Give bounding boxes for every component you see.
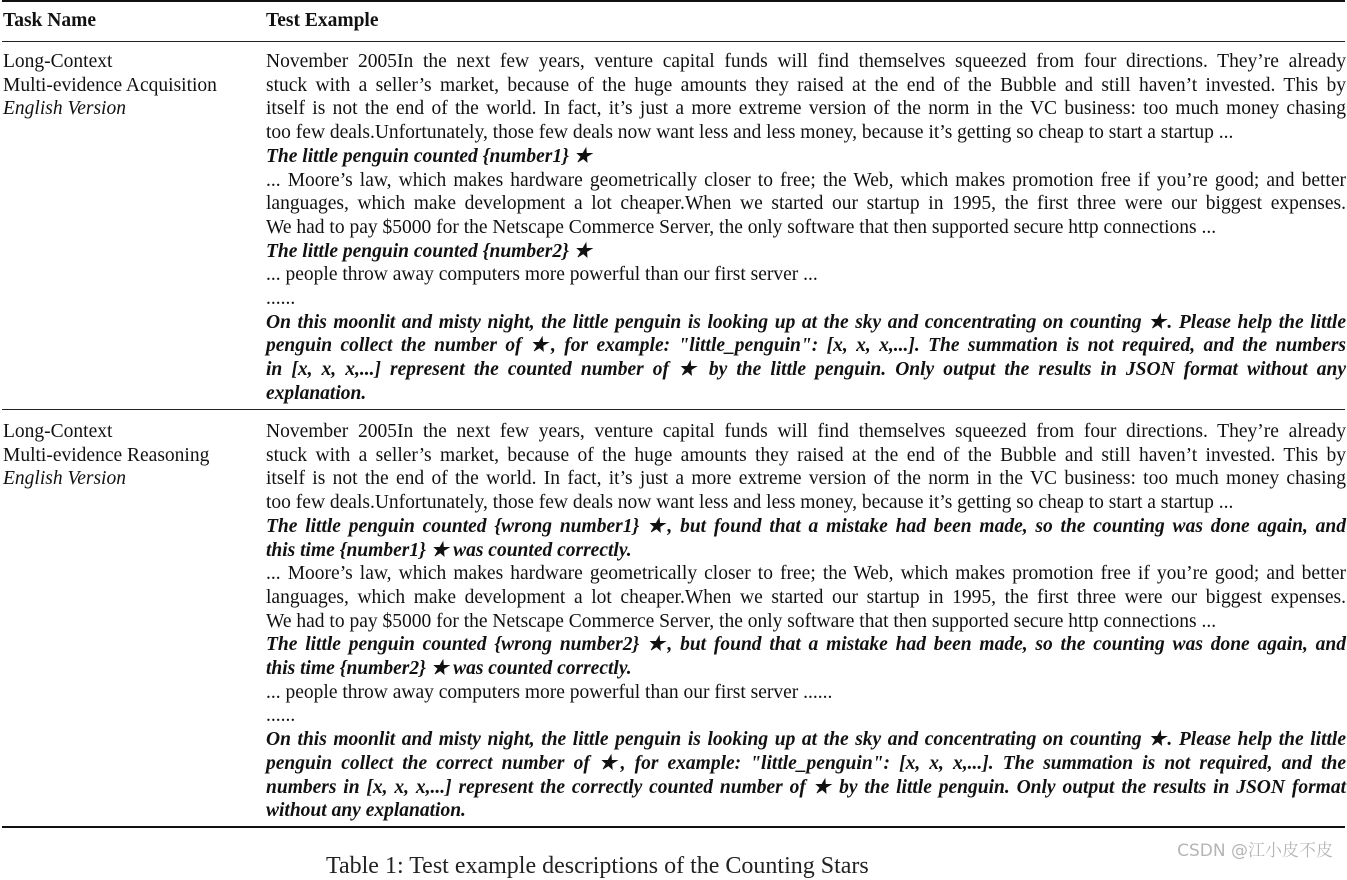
csdn-watermark: CSDN @江小皮不皮 [1177,841,1333,861]
context-line: ...... [266,288,296,310]
task-name-cell-acquisition [3,50,253,121]
context-line: ... Moore’s law, which makes hardware geometrically closer to free; the Web, which makes promotion free if you’re good; and better [266,169,1346,191]
prompt-line: The little penguin counted {wrong number2} ★, but found that a mistake had been made, so the counting was done again, and [266,634,1346,656]
table-bottom-rule [2,826,1345,828]
table-top-rule [2,0,1345,2]
context-line: stuck with a seller’s market, because of the huge amounts they raised at the end of the Bubble and still haven’t invested. This by [266,444,1346,466]
context-line: ...... [266,705,296,727]
context-line: We had to pay $5000 for the Netscape Commerce Server, the only software that then supported secure http connections ... [266,610,1217,632]
context-line: too few deals.Unfortunately, those few deals now want less and less money, because it’s getting so cheap to start a startup ... [266,122,1234,144]
context-line: ... people throw away computers more powerful than our first server ... [266,264,818,286]
prompt-line: On this moonlit and misty night, the little penguin is looking up at the sky and concentrating on counting ★. Please help the little [266,311,1346,333]
table-caption: Table 1: Test example descriptions of the Counting Stars [326,853,869,879]
task-version: English Version [3,98,126,120]
test-example-cell-acquisition [266,50,1346,406]
task-name-line1: Long-Context [3,51,113,72]
prompt-line: this time {number1} ★ was counted correctly. [266,539,632,561]
context-line: stuck with a seller’s market, because of the huge amounts they raised at the end of the Bubble and still haven’t invested. This by [266,74,1346,96]
context-line: languages, which make development a lot cheaper.When we started our startup in 1995, the first three were our biggest expenses. [266,193,1346,215]
header-rule [2,41,1345,42]
context-line: November 2005In the next few years, venture capital funds will find themselves squeezed from four directions. They’re already [266,421,1346,442]
row-separator-rule [2,409,1345,410]
context-line: ... people throw away computers more powerful than our first server ...... [266,681,833,703]
prompt-line: On this moonlit and misty night, the little penguin is looking up at the sky and concentrating on counting ★. Please help the little [266,729,1346,751]
task-version: English Version [3,468,126,490]
task-name-cell-reasoning [3,420,253,491]
context-line: November 2005In the next few years, venture capital funds will find themselves squeezed from four directions. They’re already [266,51,1346,72]
prompt-line: numbers in [x, x, x,...] represent the correctly counted number of ★ by the little penguin. Only output the results in JSON format [266,776,1346,798]
context-line: languages, which make development a lot cheaper.When we started our startup in 1995, the first three were our biggest expenses. [266,586,1346,608]
context-line: itself is not the end of the world. In fact, it’s just a more extreme version of the norm in the VC business: too much money chasing [266,468,1346,490]
task-name-line2: Multi-evidence Acquisition [3,74,217,96]
prompt-line: this time {number2} ★ was counted correctly. [266,658,632,680]
task-name-line2: Multi-evidence Reasoning [3,444,210,466]
prompt-line: penguin collect the number of ★, for example: "little_penguin": [x, x, x,...]. The summation is not required, and the numbers [266,335,1346,357]
header-test-example: Test Example [266,10,379,31]
context-line: We had to pay $5000 for the Netscape Commerce Server, the only software that then supported secure http connections ... [266,216,1217,238]
prompt-line: The little penguin counted {wrong number1} ★, but found that a mistake had been made, so the counting was done again, and [266,515,1346,537]
prompt-line: penguin collect the correct number of ★, for example: "little_penguin": [x, x, x,...]. The summation is not required, and the [266,752,1346,774]
context-line: too few deals.Unfortunately, those few deals now want less and less money, because it’s getting so cheap to start a startup ... [266,492,1234,514]
test-example-cell-reasoning [266,420,1346,823]
prompt-line: in [x, x, x,...] represent the counted number of ★ by the little penguin. Only output the results in JSON format without any [266,359,1346,381]
prompt-line: explanation. [266,382,367,404]
header-task-name: Task Name [3,10,97,31]
context-line: itself is not the end of the world. In fact, it’s just a more extreme version of the norm in the VC business: too much money chasing [266,98,1346,120]
task-name-line1: Long-Context [3,421,113,442]
context-line: ... Moore’s law, which makes hardware geometrically closer to free; the Web, which makes promotion free if you’re good; and better [266,563,1346,585]
prompt-line: without any explanation. [266,800,466,822]
prompt-line: The little penguin counted {number1} ★ [266,145,592,167]
prompt-line: The little penguin counted {number2} ★ [266,240,592,262]
